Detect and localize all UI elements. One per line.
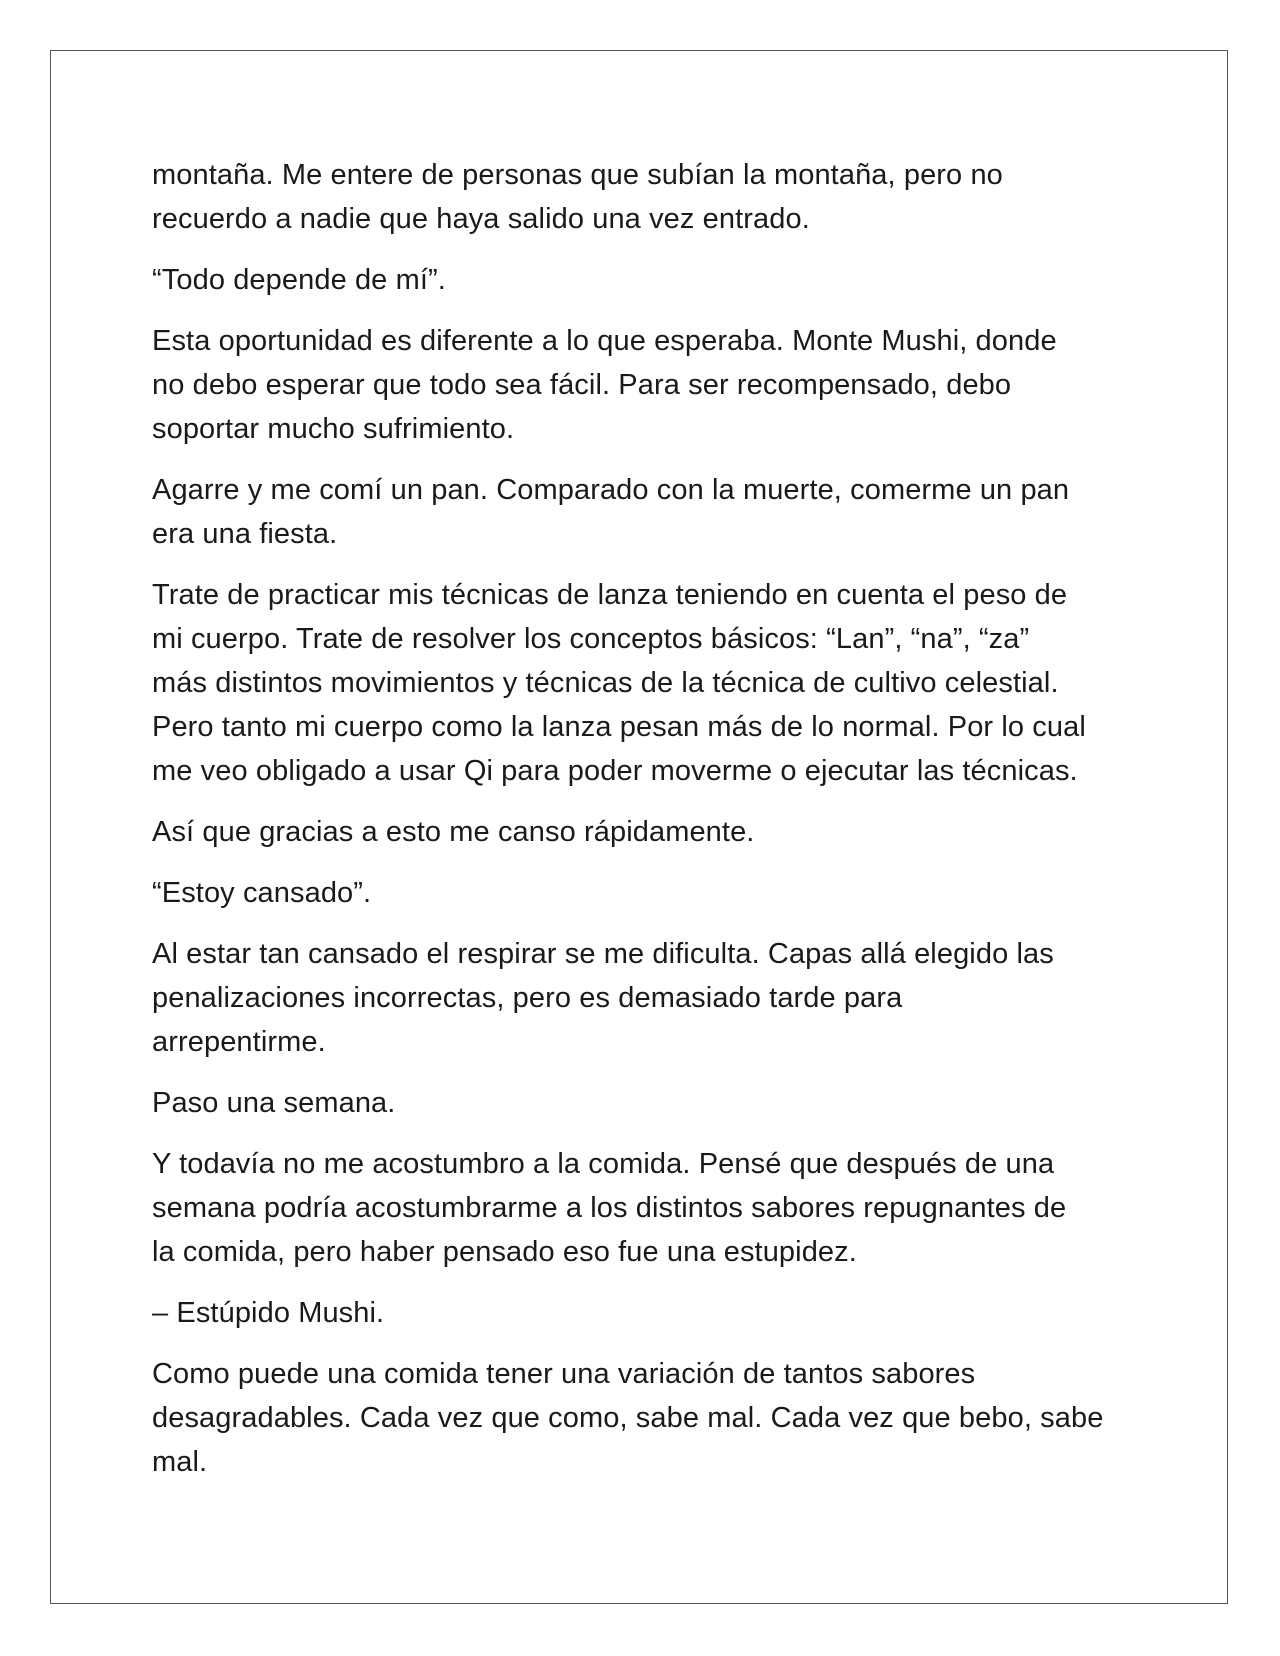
paragraph: “Estoy cansado”. <box>152 877 372 909</box>
document-page <box>50 50 1228 1604</box>
page-body <box>152 153 1172 1501</box>
paragraph: Paso una semana. <box>152 1087 396 1119</box>
paragraph: Al estar tan cansado el respirar se me dificulta. Capas allá elegido las penalizaciones incorrectas, pero es demasiado tarde para arrepentirme. <box>152 938 1054 1058</box>
paragraph: Trate de practicar mis técnicas de lanza teniendo en cuenta el peso de mi cuerpo. Trate de resolver los conceptos básicos: “Lan”, “na”, “za” más distintos movimientos y técnicas de la técnica de cultivo celestial. Pero tanto mi cuerpo como la lanza pesan más de lo normal. Por lo cual me veo obligado a usar Qi para poder moverme o ejecutar las técnicas. <box>152 579 1086 787</box>
paragraph: montaña. Me entere de personas que subían la montaña, pero no recuerdo a nadie que haya salido una vez entrado. <box>152 159 1003 235</box>
paragraph: Y todavía no me acostumbro a la comida. Pensé que después de una semana podría acostumbrarme a los distintos sabores repugnantes de la comida, pero haber pensado eso fue una estupidez. <box>152 1148 1067 1268</box>
paragraph: Esta oportunidad es diferente a lo que esperaba. Monte Mushi, donde no debo esperar que todo sea fácil. Para ser recompensado, debo soportar mucho sufrimiento. <box>152 325 1057 445</box>
paragraph: Así que gracias a esto me canso rápidamente. <box>152 816 755 848</box>
paragraph: “Todo depende de mí”. <box>152 264 446 296</box>
paragraph: Agarre y me comí un pan. Comparado con la muerte, comerme un pan era una fiesta. <box>152 474 1070 550</box>
paragraph: – Estúpido Mushi. <box>152 1297 385 1329</box>
paragraph: Como puede una comida tener una variación de tantos sabores desagradables. Cada vez que como, sabe mal. Cada vez que bebo, sabe mal. <box>152 1358 1104 1478</box>
